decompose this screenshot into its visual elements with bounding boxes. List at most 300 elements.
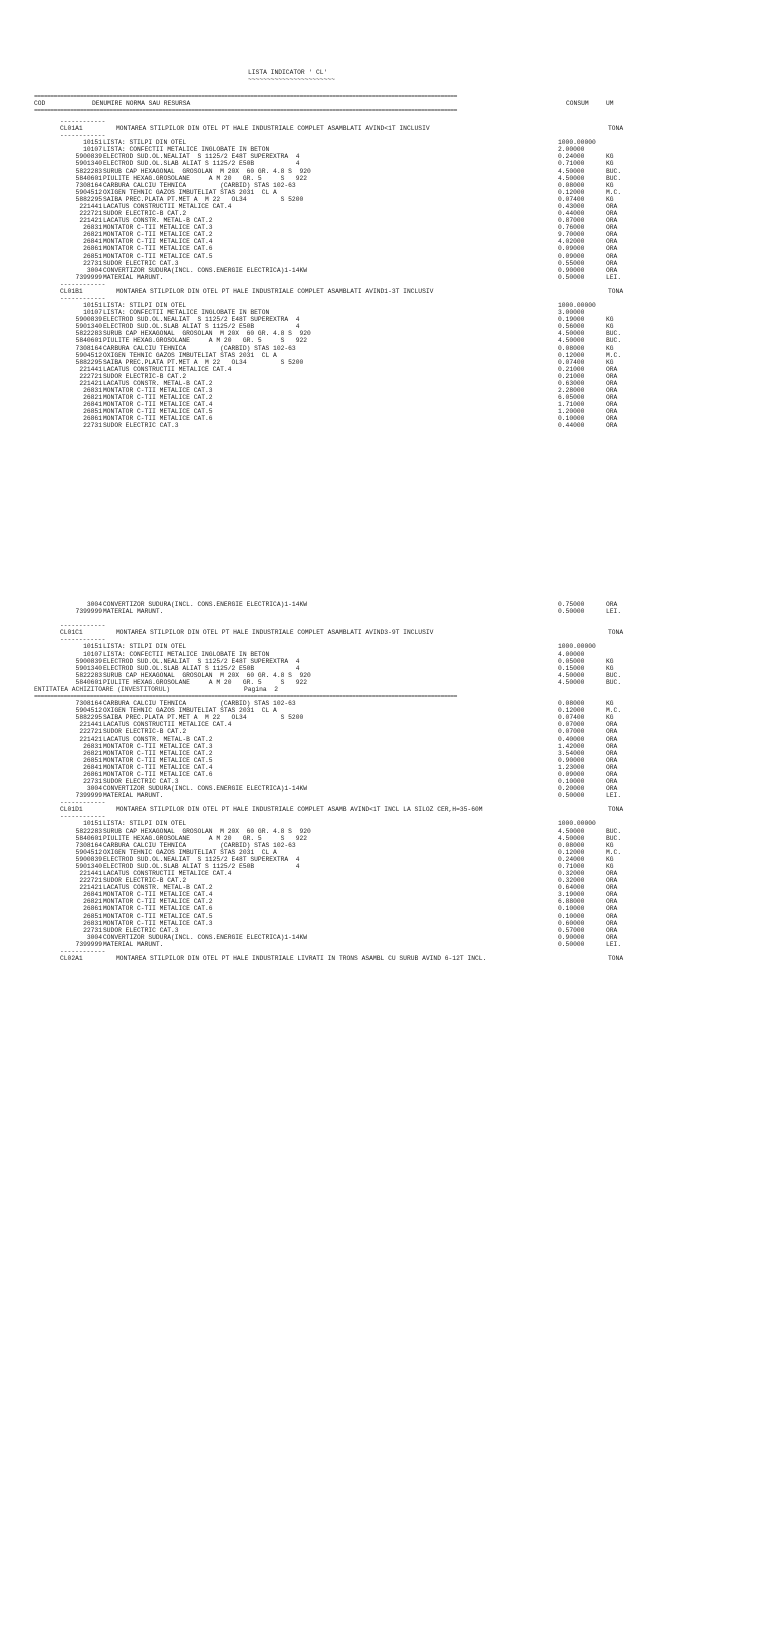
resource-quantity: 0.44000 [558,210,585,218]
resource-code: 5900839 [75,153,102,161]
resource-code: 26851 [83,252,102,260]
resource-unit: ORA [606,756,618,764]
resource-quantity: 4.50000 [558,330,585,338]
resource-line [0,267,768,274]
resource-unit: ORA [606,884,618,892]
dash-rule: ------------ [60,813,106,821]
resource-unit: ORA [606,202,618,210]
resource-line [0,750,768,757]
resource-unit: ORA [606,778,618,785]
resource-name: SURUB CAP HEXAGONAL GROSOLAN M 20X 60 GR. 4.8 S 920 [103,827,311,835]
resource-unit: ORA [606,721,618,729]
resource-unit: BUC. [606,678,622,686]
resource-line [0,337,768,344]
resource-code: 5900839 [75,316,102,324]
norm-code: CL01C1 [60,629,83,637]
resource-code: 221421 [79,735,102,743]
resource-quantity: 0.57000 [558,926,585,934]
resource-name: SURUB CAP HEXAGONAL GROSOLAN M 20X 60 GR. 4.8 S 920 [103,671,311,679]
resource-unit: KG [606,323,614,331]
resource-code: 26821 [83,231,102,239]
resource-quantity: 2.28000 [558,387,585,395]
resource-code: 221441 [79,365,102,373]
resource-code: 26831 [83,742,102,750]
resource-name: LISTA: STILPI DIN OTEL [103,139,187,147]
resource-name: PIULITE HEXAG.GROSOLANE A M 20 GR. 5 S 922 [103,174,308,182]
resource-code: 5840601 [75,678,102,686]
resource-unit: ORA [606,394,618,402]
resource-unit: KG [606,195,614,203]
resource-name: LISTA: STILPI DIN OTEL [103,643,187,651]
resource-line [0,153,768,160]
resource-unit: ORA [606,266,618,274]
resource-quantity: 3.54000 [558,749,585,757]
resource-name: LACATUS CONSTRUCTII METALICE CAT.4 [103,870,232,878]
resource-quantity: 0.55000 [558,259,585,267]
resource-unit: BUC. [606,337,622,345]
resource-quantity: 4.50000 [558,834,585,842]
resource-line [0,387,768,394]
resource-code: 5901340 [75,323,102,331]
resource-name: MONTATOR C-TII METALICE CAT.4 [103,763,213,771]
dash-separator [0,813,768,820]
resource-unit: ORA [606,252,618,260]
page-rule [0,693,768,700]
resource-quantity: 1.20000 [558,408,585,416]
resource-quantity: 0.10000 [558,778,585,785]
resource-unit: ORA [606,422,618,430]
resource-unit: M.C. [606,351,622,359]
resource-code: 7399999 [75,792,102,800]
resource-code: 26831 [83,919,102,927]
column-header-name: DENUMIRE NORMA SAU RESURSA [92,100,191,107]
resource-code: 3004 [86,785,102,793]
dash-rule: ------------ [60,799,106,807]
resource-code: 26861 [83,905,102,913]
resource-unit: LEI. [606,940,622,948]
resource-code: 5900839 [75,657,102,665]
resource-line [0,856,768,863]
resource-line [0,160,768,167]
resource-code: 5904512 [75,707,102,715]
resource-line [0,373,768,380]
resource-quantity: 0.50000 [558,940,585,948]
resource-unit: ORA [606,415,618,423]
resource-unit: KG [606,862,614,870]
resource-unit: ORA [606,933,618,941]
resource-unit: ORA [606,238,618,246]
resource-unit: M.C. [606,848,622,856]
resource-code: 222721 [79,728,102,736]
blank-line [0,615,768,622]
resource-line [0,820,768,827]
resource-line [0,651,768,658]
resource-quantity: 0.76000 [558,224,585,232]
resource-line [0,330,768,337]
resource-line [0,309,768,316]
norm-description: MONTAREA STILPILOR DIN OTEL PT HALE INDUSTRIALE LIVRATI IN TRONS ASAMBL CU SURUB AVIND 6-12T INCL. [116,955,487,962]
resource-name: LISTA: CONFECTII METALICE INGLOBATE IN BETON [103,309,270,317]
resource-code: 3004 [86,601,102,608]
resource-code: 10151 [83,302,102,310]
header-rule: ================================================================================================================================= [34,107,457,114]
resource-quantity: 4.50000 [558,337,585,345]
resource-code: 5822283 [75,330,102,338]
resource-code: 7399999 [75,273,102,281]
resource-name: PIULITE HEXAG.GROSOLANE A M 20 GR. 5 S 922 [103,834,308,842]
resource-name: MATERIAL MARUNT. [103,940,164,948]
resource-name: MATERIAL MARUNT. [103,608,164,616]
resource-name: MONTATOR C-TII METALICE CAT.2 [103,749,213,757]
resource-name: SAIBA PREC.PLATA PT.MET A M 22 OL34 S 5200 [103,714,304,722]
title-underline-line [0,76,768,83]
resource-line [0,175,768,182]
resource-quantity: 6.05000 [558,394,585,402]
resource-line [0,863,768,870]
resource-name: OXIGEN TEHNIC GAZOS IMBUTELIAT STAS 2031 CL A [103,188,277,196]
resource-unit: ORA [606,231,618,239]
resource-quantity: 0.71000 [558,862,585,870]
resource-quantity: 0.07000 [558,721,585,729]
resource-unit: ORA [606,912,618,920]
resource-unit: KG [606,714,614,722]
resource-code: 5904512 [75,351,102,359]
resource-line [0,359,768,366]
resource-line [0,238,768,245]
resource-line [0,849,768,856]
document-title: LISTA INDICATOR ' CL' [248,69,328,76]
resource-line [0,323,768,330]
resource-unit: ORA [606,728,618,736]
resource-line [0,828,768,835]
resource-name: ELECTROD SUD.OL.SLAB ALIAT S 1125/2 E50B 4 [103,664,300,672]
resource-unit: BUC. [606,174,622,182]
resource-quantity: 0.05000 [558,657,585,665]
resource-quantity: 0.08000 [558,344,585,352]
resource-code: 222721 [79,210,102,218]
resource-name: ELECTROD SUD.OL.NEALIAT S 1125/2 E48T SUPEREXTRA 4 [103,657,300,665]
dash-separator [0,948,768,955]
resource-line [0,189,768,196]
resource-name: CARBURA CALCIU TEHNICA (CARBID) STAS 102-63 [103,344,296,352]
resource-name: LACATUS CONSTRUCTII METALICE CAT.4 [103,365,232,373]
resource-name: SUDOR ELECTRIC CAT.3 [103,926,179,934]
resource-quantity: 0.75000 [558,601,585,608]
resource-line [0,401,768,408]
resource-unit: ORA [606,926,618,934]
resource-quantity: 0.08000 [558,181,585,189]
resource-line [0,778,768,785]
resource-quantity: 0.12000 [558,351,585,359]
resource-code: 10151 [83,643,102,651]
resource-name: MONTATOR C-TII METALICE CAT.2 [103,231,213,239]
page-footer [0,686,768,693]
resource-unit: ORA [606,919,618,927]
resource-quantity: 3.00000 [558,309,585,317]
resource-unit: ORA [606,877,618,885]
resource-name: OXIGEN TEHNIC GAZOS IMBUTELIAT STAS 2031 CL A [103,707,277,715]
resource-code: 7308164 [75,700,102,708]
resource-name: CONVERTIZOR SUDURA(INCL. CONS.ENERGIE ELECTRICA)1-14KW [103,601,308,608]
resource-quantity: 0.50000 [558,608,585,616]
resource-code: 5901340 [75,664,102,672]
resource-unit: ORA [606,749,618,757]
resource-unit: ORA [606,785,618,793]
resource-line [0,743,768,750]
resource-line [0,203,768,210]
resource-name: MONTATOR C-TII METALICE CAT.5 [103,756,213,764]
resource-quantity: 0.07000 [558,728,585,736]
resource-line [0,380,768,387]
resource-line [0,927,768,934]
resource-unit: ORA [606,401,618,409]
resource-name: MONTATOR C-TII METALICE CAT.2 [103,394,213,402]
resource-unit: ORA [606,372,618,380]
resource-name: CONVERTIZOR SUDURA(INCL. CONS.ENERGIE ELECTRICA)1-14KW [103,785,308,793]
norm-unit: TONA [608,629,624,637]
resource-quantity: 0.71000 [558,160,585,168]
resource-quantity: 0.64000 [558,884,585,892]
resource-name: OXIGEN TEHNIC GAZOS IMBUTELIAT STAS 2031 CL A [103,351,277,359]
norm-header [0,288,768,295]
resource-code: 5904512 [75,188,102,196]
resource-unit: LEI. [606,273,622,281]
resource-code: 22731 [83,926,102,934]
resource-name: ELECTROD SUD.OL.NEALIAT S 1125/2 E48T SUPEREXTRA 4 [103,316,300,324]
resource-unit: LEI. [606,792,622,800]
resource-name: LISTA: STILPI DIN OTEL [103,302,187,310]
resource-code: 5901340 [75,160,102,168]
resource-name: SUDOR ELECTRIC-B CAT.2 [103,728,187,736]
resource-line [0,842,768,849]
resource-code: 221441 [79,870,102,878]
resource-name: ELECTROD SUD.OL.SLAB ALIAT S 1125/2 E50B 4 [103,862,300,870]
resource-code: 3004 [86,933,102,941]
header-rule-top [0,93,768,100]
dash-rule: ------------ [60,132,106,140]
resource-name: MONTATOR C-TII METALICE CAT.6 [103,415,213,423]
resource-line [0,728,768,735]
resource-line [0,139,768,146]
resource-line [0,394,768,401]
resource-code: 7308164 [75,344,102,352]
resource-name: CONVERTIZOR SUDURA(INCL. CONS.ENERGIE ELECTRICA)1-14KW [103,933,308,941]
resource-name: MONTATOR C-TII METALICE CAT.3 [103,387,213,395]
resource-code: 26861 [83,415,102,423]
resource-name: LACATUS CONSTR. METAL-B CAT.2 [103,217,213,225]
resource-name: MONTATOR C-TII METALICE CAT.3 [103,742,213,750]
resource-name: MONTATOR C-TII METALICE CAT.5 [103,408,213,416]
resource-name: LISTA: CONFECTII METALICE INGLOBATE IN BETON [103,146,270,154]
resource-code: 26851 [83,408,102,416]
resource-line [0,941,768,948]
resource-line [0,224,768,231]
resource-unit: KG [606,358,614,366]
resource-name: PIULITE HEXAG.GROSOLANE A M 20 GR. 5 S 922 [103,337,308,345]
resource-name: SUDOR ELECTRIC CAT.3 [103,259,179,267]
resource-code: 26851 [83,912,102,920]
resource-name: MONTATOR C-TII METALICE CAT.4 [103,401,213,409]
resource-name: PIULITE HEXAG.GROSOLANE A M 20 GR. 5 S 922 [103,678,308,686]
resource-line [0,316,768,323]
resource-unit: ORA [606,601,618,608]
resource-name: MONTATOR C-TII METALICE CAT.5 [103,912,213,920]
resource-quantity: 0.19000 [558,316,585,324]
resource-code: 10107 [83,146,102,154]
resource-line [0,700,768,707]
resource-unit: KG [606,153,614,161]
resource-unit: KG [606,344,614,352]
resource-line [0,415,768,422]
resource-unit: ORA [606,259,618,267]
resource-quantity: 0.10000 [558,415,585,423]
resource-name: SUDOR ELECTRIC-B CAT.2 [103,372,187,380]
resource-line [0,302,768,309]
resource-quantity: 0.40000 [558,735,585,743]
norm-description: MONTAREA STILPILOR DIN OTEL PT HALE INDUSTRIALE COMPLET ASAMBLATI AVIND1-3T INCLUSIV [116,287,434,295]
resource-code: 221441 [79,721,102,729]
resource-line [0,658,768,665]
resource-code: 26861 [83,770,102,778]
resource-quantity: 1.71000 [558,401,585,409]
resource-unit: ORA [606,742,618,750]
dash-separator [0,622,768,629]
resource-quantity: 0.50000 [558,792,585,800]
resource-unit: ORA [606,898,618,906]
resource-line [0,253,768,260]
resource-unit: BUC. [606,834,622,842]
resource-quantity: 0.87000 [558,217,585,225]
resource-name: ELECTROD SUD.OL.NEALIAT S 1125/2 E48T SUPEREXTRA 4 [103,855,300,863]
dash-separator [0,118,768,125]
column-header-cod: COD [34,100,46,107]
resource-code: 26841 [83,763,102,771]
resource-quantity: 0.07400 [558,714,585,722]
resource-quantity: 0.12000 [558,848,585,856]
resource-line [0,934,768,941]
resource-name: MONTATOR C-TII METALICE CAT.6 [103,245,213,253]
resource-code: 10151 [83,139,102,147]
resource-quantity: 0.21000 [558,372,585,380]
norm-header [0,629,768,636]
resource-unit: ORA [606,905,618,913]
norm-unit: TONA [608,125,624,133]
resource-unit: ORA [606,763,618,771]
resource-code: 22731 [83,259,102,267]
resource-name: LISTA: CONFECTII METALICE INGLOBATE IN BETON [103,650,270,658]
resource-unit: ORA [606,224,618,232]
resource-code: 26821 [83,394,102,402]
resource-name: MONTATOR C-TII METALICE CAT.6 [103,770,213,778]
resource-code: 26831 [83,224,102,232]
resource-line [0,217,768,224]
listing-block [0,601,768,1625]
resource-unit: BUC. [606,167,622,175]
resource-code: 221441 [79,202,102,210]
resource-line [0,665,768,672]
resource-quantity: 4.50000 [558,167,585,175]
norm-unit: TONA [608,955,624,962]
norm-description: MONTAREA STILPILOR DIN OTEL PT HALE INDUSTRIALE COMPLET ASAMB AVIND<1T INCL LA SILOZ CER,H=35-60M [116,806,483,814]
resource-line [0,920,768,927]
resource-code: 5840601 [75,174,102,182]
resource-code: 26861 [83,245,102,253]
resource-code: 221421 [79,217,102,225]
resource-unit: KG [606,664,614,672]
resource-unit: ORA [606,870,618,878]
resource-code: 10107 [83,650,102,658]
resource-name: LACATUS CONSTR. METAL-B CAT.2 [103,379,213,387]
resource-line [0,196,768,203]
resource-code: 5904512 [75,848,102,856]
resource-code: 7399999 [75,940,102,948]
resource-quantity: 0.90000 [558,266,585,274]
resource-quantity: 0.60000 [558,919,585,927]
resource-quantity: 0.32000 [558,870,585,878]
resource-name: SUDOR ELECTRIC-B CAT.2 [103,210,187,218]
resource-unit: KG [606,657,614,665]
dash-separator [0,295,768,302]
resource-unit: BUC. [606,827,622,835]
resource-unit: ORA [606,210,618,218]
resource-name: MONTATOR C-TII METALICE CAT.2 [103,898,213,906]
resource-code: 10107 [83,309,102,317]
resource-line [0,601,768,608]
resource-name: ELECTROD SUD.OL.SLAB ALIAT S 1125/2 E50B 4 [103,323,300,331]
footer-page-number: Pagina 2 [244,685,279,693]
resource-code: 5882295 [75,714,102,722]
resource-quantity: 0.32000 [558,877,585,885]
resource-name: OXIGEN TEHNIC GAZOS IMBUTELIAT STAS 2031 CL A [103,848,277,856]
dash-rule: ------------ [60,622,106,630]
resource-line [0,408,768,415]
column-header-row [0,100,768,107]
resource-quantity: 4.50000 [558,827,585,835]
resource-quantity: 0.10000 [558,905,585,913]
resource-unit: ORA [606,245,618,253]
resource-quantity: 1000.00000 [558,302,596,310]
resource-code: 222721 [79,372,102,380]
dash-separator [0,132,768,139]
resource-quantity: 0.09000 [558,245,585,253]
resource-name: MONTATOR C-TII METALICE CAT.4 [103,891,213,899]
norm-code: CL01B1 [60,287,83,295]
norm-header [0,125,768,132]
resource-line [0,366,768,373]
resource-quantity: 0.90000 [558,933,585,941]
resource-name: CARBURA CALCIU TEHNICA (CARBID) STAS 102-63 [103,841,296,849]
resource-quantity: 0.21000 [558,365,585,373]
norm-header [0,955,768,962]
resource-unit: M.C. [606,707,622,715]
resource-line [0,913,768,920]
resource-line [0,884,768,891]
resource-code: 26841 [83,891,102,899]
resource-name: MATERIAL MARUNT. [103,273,164,281]
resource-unit: ORA [606,770,618,778]
resource-unit: KG [606,316,614,324]
resource-line [0,245,768,252]
resource-line [0,274,768,281]
resource-name: SURUB CAP HEXAGONAL GROSOLAN M 20X 60 GR. 4.8 S 920 [103,167,311,175]
resource-quantity: 0.09000 [558,252,585,260]
resource-code: 5882295 [75,358,102,366]
header-rule: ================================================================================================================================= [34,93,457,100]
resource-quantity: 9.70000 [558,231,585,239]
resource-line [0,672,768,679]
resource-quantity: 0.24000 [558,153,585,161]
resource-quantity: 0.09000 [558,770,585,778]
